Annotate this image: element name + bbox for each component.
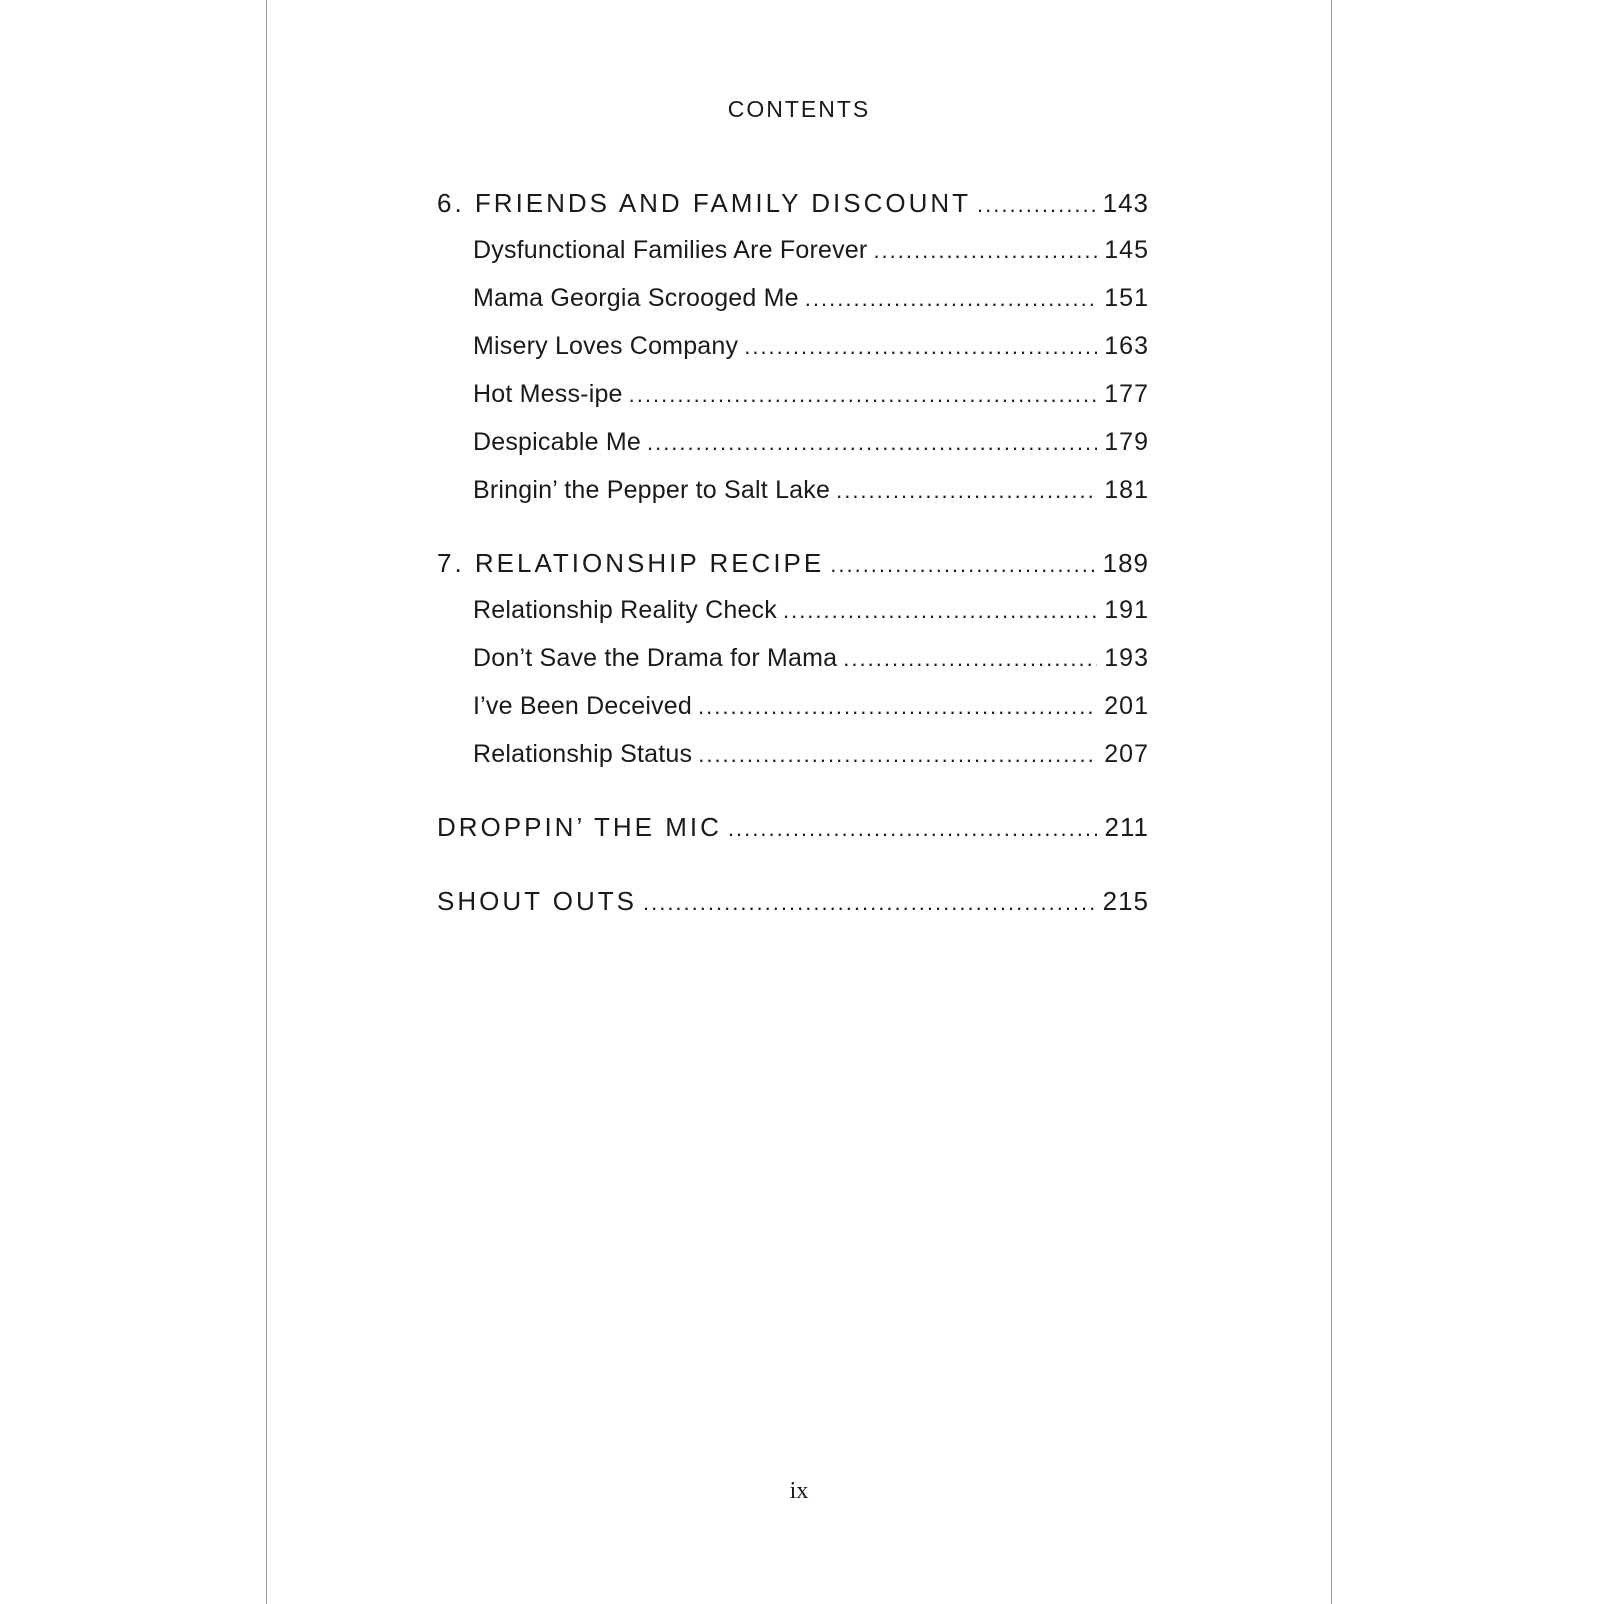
toc-entry-page: 211	[1104, 812, 1149, 842]
toc-entry-title: Misery Loves Company	[473, 332, 739, 360]
dot-leader	[805, 286, 1097, 312]
toc-entry-page: 163	[1104, 332, 1149, 360]
toc-entry-page: 215	[1102, 886, 1149, 916]
dot-leader	[698, 694, 1097, 720]
toc-entry-title: SHOUT OUTS	[437, 886, 637, 916]
toc-chapter-7	[437, 548, 1149, 582]
dot-leader	[843, 646, 1097, 672]
toc-entry-page: 143	[1102, 188, 1149, 218]
toc-section	[473, 284, 1149, 318]
page-number: ix	[789, 1478, 809, 1504]
toc-entry-page: 201	[1104, 692, 1149, 720]
toc-entry-title: I’ve Been Deceived	[473, 692, 693, 720]
toc-entry-title: Despicable Me	[473, 428, 641, 456]
toc-entry-page: 207	[1104, 740, 1149, 768]
toc-entry-title: Relationship Reality Check	[473, 596, 777, 624]
toc-section	[473, 596, 1149, 630]
toc-chapter-6	[437, 188, 1149, 222]
toc-section	[473, 740, 1149, 774]
toc-section	[473, 692, 1149, 726]
toc-entry-page: 177	[1104, 380, 1149, 408]
toc-entry-page: 179	[1104, 428, 1149, 456]
contents-heading: CONTENTS	[727, 96, 871, 122]
toc-entry-page: 145	[1104, 236, 1149, 264]
toc-entry-page: 181	[1104, 476, 1149, 504]
toc-section	[473, 380, 1149, 414]
toc-entry-page: 189	[1102, 548, 1149, 578]
toc-section	[473, 236, 1149, 270]
toc-entry-page: 193	[1104, 644, 1149, 672]
toc-section	[473, 428, 1149, 462]
toc-entry-title: 6. FRIENDS AND FAMILY DISCOUNT	[437, 188, 972, 218]
toc-entry-title: DROPPIN’ THE MIC	[437, 812, 722, 842]
dot-leader	[647, 430, 1097, 456]
dot-leader	[873, 238, 1097, 264]
dot-leader	[836, 478, 1097, 504]
dot-leader	[744, 334, 1097, 360]
toc-entry-title: Mama Georgia Scrooged Me	[473, 284, 799, 312]
toc-section	[473, 476, 1149, 510]
toc-entry-title: Relationship Status	[473, 740, 693, 768]
toc-section	[473, 644, 1149, 678]
toc-section	[473, 332, 1149, 366]
toc-droppin-the-mic	[437, 812, 1149, 846]
dot-leader	[698, 742, 1097, 768]
toc-entry-page: 191	[1104, 596, 1149, 624]
toc-entry-title: Bringin’ the Pepper to Salt Lake	[473, 476, 831, 504]
toc-entry-title: Don’t Save the Drama for Mama	[473, 644, 838, 672]
toc-entry-title: Dysfunctional Families Are Forever	[473, 236, 868, 264]
book-page	[266, 0, 1332, 1604]
dot-leader	[643, 890, 1097, 916]
table-of-contents	[267, 0, 1331, 1604]
dot-leader	[629, 382, 1097, 408]
dot-leader	[728, 816, 1097, 842]
toc-entry-page: 151	[1104, 284, 1149, 312]
dot-leader	[830, 552, 1096, 578]
toc-entry-title: 7. RELATIONSHIP RECIPE	[437, 548, 825, 578]
toc-shout-outs	[437, 886, 1149, 920]
toc-entry-title: Hot Mess-ipe	[473, 380, 623, 408]
dot-leader	[977, 192, 1097, 218]
dot-leader	[783, 598, 1097, 624]
